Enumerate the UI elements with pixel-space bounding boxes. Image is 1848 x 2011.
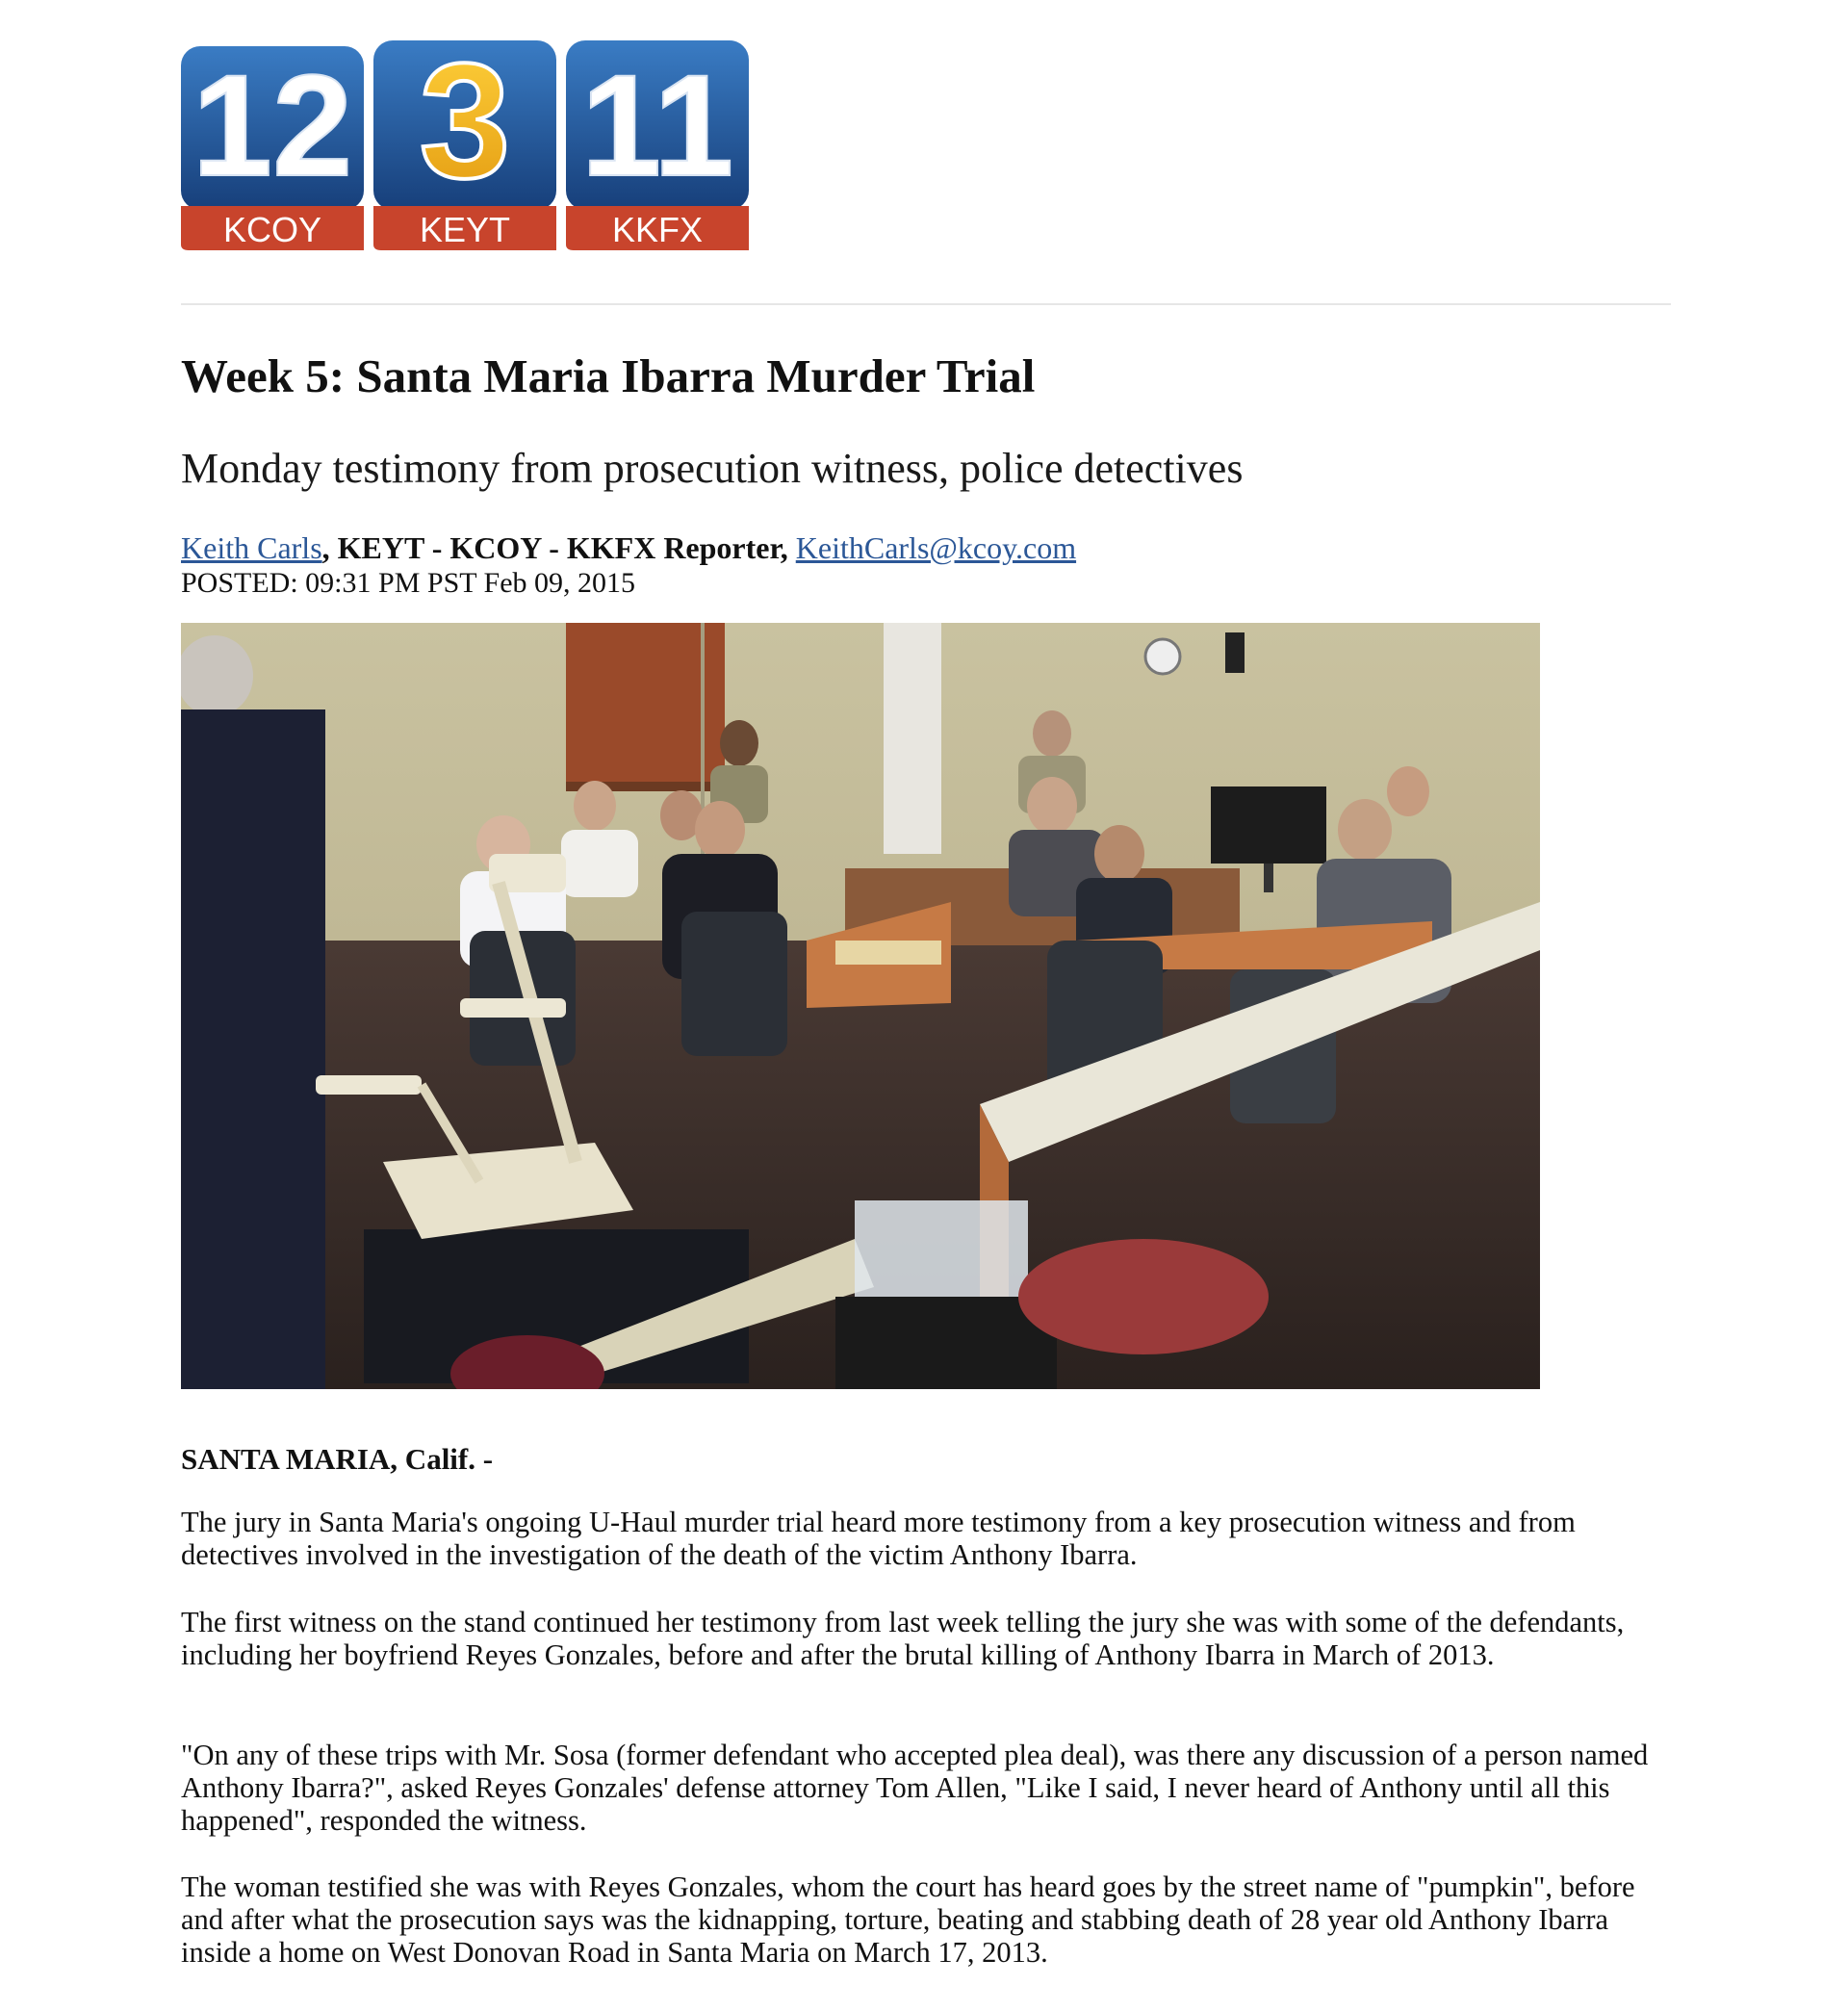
article-headline: Week 5: Santa Maria Ibarra Murder Trial bbox=[181, 349, 1036, 402]
logo-number: 11 bbox=[580, 44, 734, 206]
station-logos bbox=[181, 40, 751, 252]
byline bbox=[181, 529, 1671, 566]
article-paragraph: The first witness on the stand continued her testimony from last week telling the jury she was with some of the defendants, including her boyfriend Reyes Gonzales, before and after the brutal killing of Anthony Ibarra in March of 2013. bbox=[181, 1606, 1625, 1671]
article-paragraph: The woman testified she was with Reyes Gonzales, whom the court has heard goes by the street name of "pumpkin", before and after what the prosecution says was the kidnapping, torture, beating and stabbing death of 28 year old Anthony Ibarra inside a home on West Donovan Road in Santa Maria on March 17, 2013. bbox=[181, 1870, 1635, 1969]
header-divider bbox=[181, 303, 1671, 305]
byline-separator: , bbox=[321, 530, 338, 565]
logo-callsign: KEYT bbox=[419, 210, 511, 249]
keyt-logo bbox=[373, 40, 556, 250]
logo-number: 12 bbox=[192, 44, 353, 206]
article-subheadline: Monday testimony from prosecution witness, police detectives bbox=[181, 445, 1244, 492]
logo-number: 3 bbox=[419, 40, 511, 213]
kcoy-logo bbox=[181, 44, 364, 250]
posted-timestamp: POSTED: 09:31 PM PST Feb 09, 2015 bbox=[181, 567, 636, 599]
author-link[interactable]: Keith Carls bbox=[181, 530, 322, 565]
courtroom-photo bbox=[181, 623, 1540, 1389]
kkfx-logo bbox=[566, 40, 749, 250]
byline-separator: , bbox=[780, 530, 796, 565]
logo-callsign: KKFX bbox=[611, 210, 704, 249]
article-paragraph: The jury in Santa Maria's ongoing U-Haul murder trial heard more testimony from a key prosecution witness and from detectives involved in the investigation of the death of the victim Anthony Ibarra. bbox=[181, 1506, 1576, 1571]
reporter-role: KEYT - KCOY - KKFX Reporter bbox=[337, 530, 781, 565]
logo-callsign: KCOY bbox=[222, 210, 322, 249]
article-dateline: SANTA MARIA, Calif. - bbox=[181, 1442, 494, 1476]
author-email-link[interactable]: KeithCarls@kcoy.com bbox=[795, 530, 1077, 565]
article-paragraph: "On any of these trips with Mr. Sosa (former defendant who accepted plea deal), was there any discussion of a person named Anthony Ibarra?", asked Reyes Gonzales' defense attorney Tom Allen, "Like I said, I never heard of Anthony until all this happened", responded the witness. bbox=[181, 1739, 1649, 1837]
